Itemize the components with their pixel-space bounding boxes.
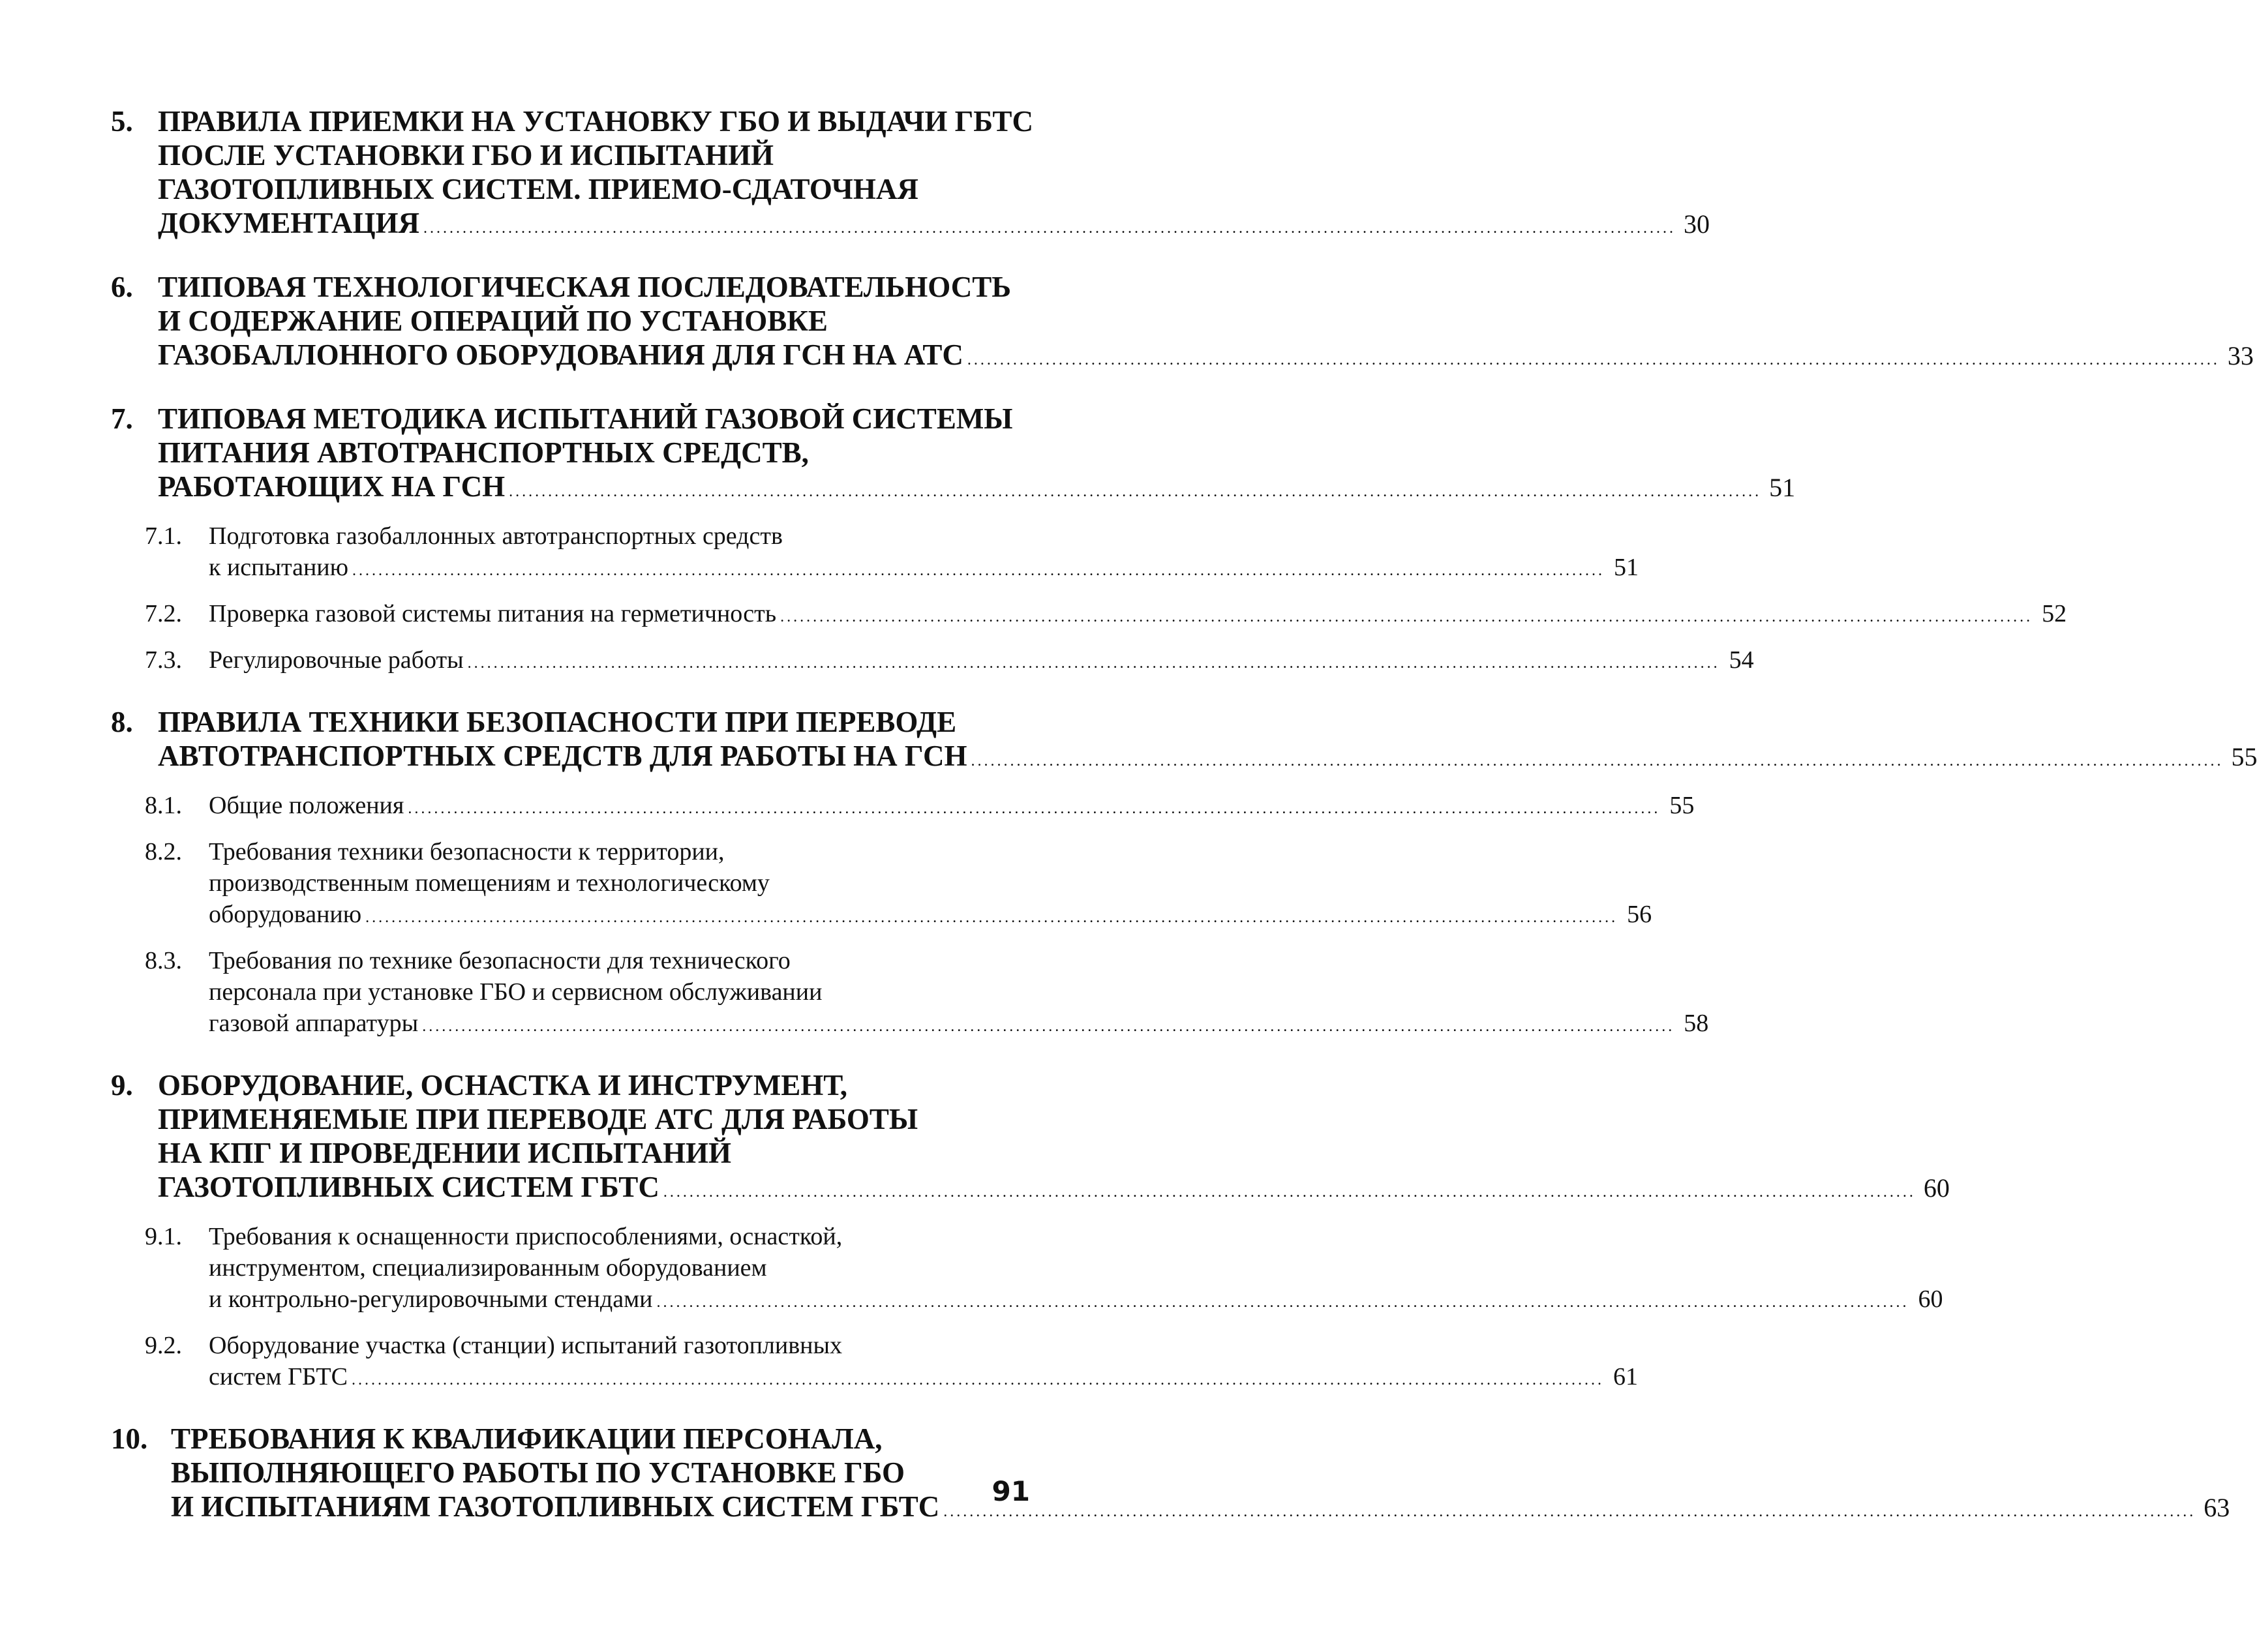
toc-subsection-number: 9.2. [145,1332,182,1359]
toc-sub-line: Требования по технике безопасности для технического [209,947,791,974]
toc-page-ref: 58 [1684,1010,1709,1037]
toc-title-line: И СОДЕРЖАНИЕ ОПЕРАЦИЙ ПО УСТАНОВКЕ [158,305,828,337]
toc-section-title [111,1068,1950,1209]
toc-section-title [111,104,1710,245]
toc-title-line: ПРИМЕНЯЕМЫЕ ПРИ ПЕРЕВОДЕ АТС ДЛЯ РАБОТЫ [158,1103,918,1135]
toc-sub-line: инструментом, специализированным оборудованием [209,1254,767,1282]
toc-section-8 [111,705,2257,1042]
table-of-contents [111,104,2257,1529]
toc-title-line: ОБОРУДОВАНИЕ, ОСНАСТКА И ИНСТРУМЕНТ, [158,1069,848,1102]
toc-page-ref: 60 [1923,1173,1950,1203]
toc-entry-line[interactable] [158,739,2257,778]
toc-entry-line[interactable] [209,1361,1638,1396]
dot-leader: ................................................................................................................................................................................................ [780,608,2033,625]
toc-page-ref: 63 [2204,1493,2230,1522]
toc-subsection-number: 8.1. [145,792,182,819]
toc-section-title [111,1422,2230,1529]
toc-entry-line[interactable] [158,338,2254,377]
toc-sub-line: Проверка газовой системы питания на герметичность [209,600,777,627]
toc-title-line: ТИПОВАЯ ТЕХНОЛОГИЧЕСКАЯ ПОСЛЕДОВАТЕЛЬНОСТЬ [158,271,1012,303]
toc-subsection-7-1 [111,520,1639,586]
toc-subsection-8-2 [111,836,1652,933]
toc-section-5 [111,104,1710,245]
toc-entry-line[interactable] [209,552,1639,586]
toc-section-title [111,270,2254,377]
toc-title-line: ВЫПОЛНЯЮЩЕГО РАБОТЫ ПО УСТАНОВКЕ ГБО [171,1456,905,1489]
toc-section-10 [111,1422,2230,1529]
toc-sub-line: и контрольно-регулировочными стендами [209,1285,653,1313]
toc-sub-line: производственным помещениям и технологическому [209,869,770,897]
toc-subsection-number: 9.1. [145,1223,182,1250]
dot-leader: ................................................................................................................................................................................................ [663,1184,1916,1201]
dot-leader: ................................................................................................................................................................................................ [467,655,1720,672]
toc-entry-line[interactable] [158,470,1796,509]
toc-page-ref: 55 [2231,742,2257,772]
toc-sub-line: персонала при установке ГБО и сервисном обслуживании [209,978,823,1006]
toc-page-ref: 51 [1614,554,1639,581]
toc-page-ref: 52 [2042,600,2067,627]
toc-sub-line: Оборудование участка (станции) испытаний газотопливных [209,1332,843,1359]
toc-page-ref: 54 [1729,646,1754,674]
toc-subsection-7-3 [111,644,1754,679]
toc-sub-line: систем ГБТС [209,1363,348,1390]
toc-subsection-number: 8.2. [145,838,182,865]
toc-title-line: ГАЗОТОПЛИВНЫХ СИСТЕМ. ПРИЕМО-СДАТОЧНАЯ [158,173,918,205]
toc-section-number: 10. [111,1422,148,1455]
toc-title-line: ТРЕБОВАНИЯ К КВАЛИФИКАЦИИ ПЕРСОНАЛА, [171,1422,883,1455]
toc-section-number: 5. [111,105,133,138]
dot-leader: ................................................................................................................................................................................................ [408,800,1661,817]
toc-title-line: ГАЗОБАЛЛОННОГО ОБОРУДОВАНИЯ ДЛЯ ГСН НА АТС [158,338,963,371]
toc-page-ref: 33 [2227,341,2254,370]
toc-entry-line[interactable] [158,206,1710,245]
toc-subsection-9-1 [111,1221,1943,1318]
toc-title-line: ПОСЛЕ УСТАНОВКИ ГБО И ИСПЫТАНИЙ [158,139,774,172]
toc-entry-line[interactable] [209,598,2067,633]
toc-section-9 [111,1068,1950,1396]
dot-leader: ................................................................................................................................................................................................ [423,220,1676,237]
dot-leader: ................................................................................................................................................................................................ [365,909,1618,926]
toc-page-ref: 61 [1613,1363,1638,1390]
toc-sub-line: газовой аппаратуры [209,1010,419,1037]
dot-leader: ................................................................................................................................................................................................ [352,562,1605,579]
toc-sub-line: Требования к оснащенности приспособлениями, оснасткой, [209,1223,843,1250]
toc-entry-line[interactable] [209,899,1652,933]
dot-leader: ................................................................................................................................................................................................ [351,1372,1604,1389]
toc-entry-line[interactable] [209,1008,1709,1042]
toc-subsection-7-2 [111,598,2067,633]
toc-section-number: 6. [111,271,133,303]
toc-title-line: ТИПОВАЯ МЕТОДИКА ИСПЫТАНИЙ ГАЗОВОЙ СИСТЕМЫ [158,402,1013,435]
toc-entry-line[interactable] [209,790,1695,824]
toc-page-ref: 51 [1769,473,1796,502]
toc-section-6 [111,270,2254,377]
toc-title-line: НА КПГ И ПРОВЕДЕНИИ ИСПЫТАНИЙ [158,1137,731,1169]
toc-subsection-8-3 [111,945,1709,1042]
toc-subsection-number: 8.3. [145,947,182,974]
toc-subsection-8-1 [111,790,1695,824]
dot-leader: ................................................................................................................................................................................................ [943,1503,2196,1520]
dot-leader: ................................................................................................................................................................................................ [656,1294,1909,1311]
toc-subsection-number: 7.1. [145,522,182,550]
toc-title-line: ПРАВИЛА ПРИЕМКИ НА УСТАНОВКУ ГБО И ВЫДАЧИ ГБТС [158,105,1033,138]
toc-entry-line[interactable] [209,644,1754,679]
toc-title-line: РАБОТАЮЩИХ НА ГСН [158,470,506,503]
toc-section-number: 9. [111,1069,133,1102]
toc-section-7 [111,402,2067,679]
toc-title-line: ДОКУМЕНТАЦИЯ [158,207,419,239]
toc-entry-line[interactable] [209,1284,1943,1318]
toc-title-line: АВТОТРАНСПОРТНЫХ СРЕДСТВ ДЛЯ РАБОТЫ НА ГСН [158,740,967,772]
dot-leader: ................................................................................................................................................................................................ [509,483,1762,500]
toc-title-line: И ИСПЫТАНИЯМ ГАЗОТОПЛИВНЫХ СИСТЕМ ГБТС [171,1490,940,1523]
dot-leader: ................................................................................................................................................................................................ [422,1018,1675,1035]
toc-subsection-number: 7.2. [145,600,182,627]
toc-section-number: 7. [111,402,133,435]
toc-page-ref: 60 [1918,1285,1943,1313]
toc-subsection-number: 7.3. [145,646,182,674]
toc-title-line: ГАЗОТОПЛИВНЫХ СИСТЕМ ГБТС [158,1171,659,1203]
toc-section-title [111,402,1796,509]
dot-leader: ................................................................................................................................................................................................ [967,352,2220,368]
toc-section-number: 8. [111,706,133,738]
toc-page-ref: 30 [1683,209,1710,239]
toc-title-line: ПИТАНИЯ АВТОТРАНСПОРТНЫХ СРЕДСТВ, [158,436,809,469]
toc-subsection-9-2 [111,1330,1638,1396]
page-number: 91 [992,1475,1030,1507]
toc-sub-line: к испытанию [209,554,349,581]
toc-entry-line[interactable] [158,1170,1950,1209]
toc-page-ref: 56 [1627,901,1652,928]
toc-page-ref: 55 [1669,792,1695,819]
toc-section-title [111,705,2257,778]
toc-sub-line: Подготовка газобаллонных автотранспортных средств [209,522,783,550]
toc-sub-line: Общие положения [209,792,404,819]
toc-entry-line[interactable] [171,1490,2230,1529]
toc-sub-line: оборудованию [209,901,362,928]
toc-sub-line: Требования техники безопасности к территории, [209,838,725,865]
toc-sub-line: Регулировочные работы [209,646,464,674]
toc-title-line: ПРАВИЛА ТЕХНИКИ БЕЗОПАСНОСТИ ПРИ ПЕРЕВОДЕ [158,706,957,738]
dot-leader: ................................................................................................................................................................................................ [971,753,2224,770]
